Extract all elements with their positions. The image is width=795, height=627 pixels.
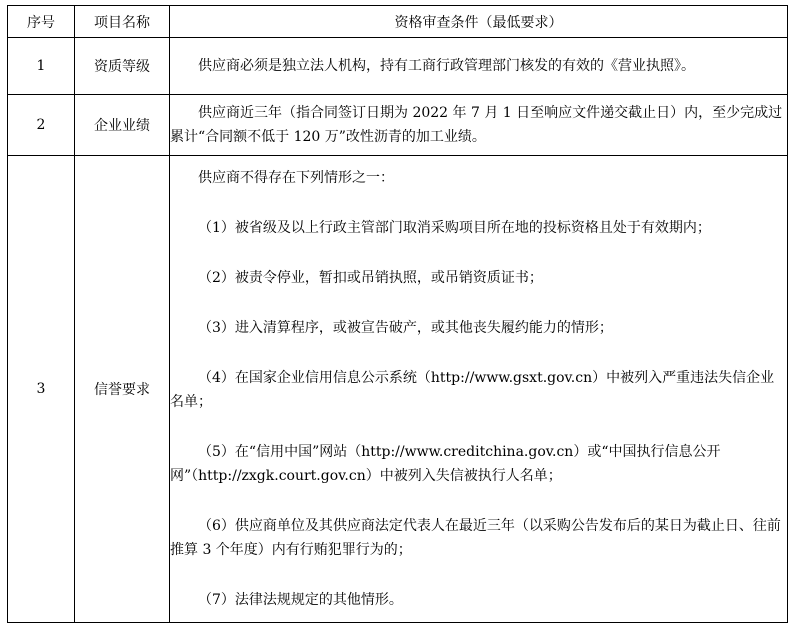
header-no: 序号 [8,6,75,38]
row-condition [170,95,788,156]
qualification-table [7,5,788,623]
condition-item-1: （1）被省级及以上行政主管部门取消采购项目所在地的投标资格且处于有效期内； [198,220,711,236]
row-item: 资质等级 [75,38,170,95]
row-no: 2 [8,95,75,156]
row-no: 3 [8,156,75,623]
table-row [8,156,788,623]
table-row [8,38,788,95]
row-no: 1 [8,38,75,95]
condition-item-4: （4）在国家企业信用信息公示系统（http://www.gsxt.gov.cn）中被列入严重违法失信企业名单； [170,370,775,410]
header-row [8,6,788,38]
table-row [8,95,788,156]
condition-item-5: （5）在“信用中国”网站（http://www.creditchina.gov.cn）或“中国执行信息公开网”（http://zxgk.court.gov.cn）中被列入失信被执行人名单； [170,444,721,484]
condition-intro: 供应商不得存在下列情形之一： [198,170,394,186]
row-item: 信誉要求 [75,156,170,623]
row-condition [170,156,788,623]
header-condition: 资格审查条件（最低要求） [170,6,788,38]
row-condition [170,38,788,95]
condition-item-2: （2）被责令停业，暂扣或吊销执照，或吊销资质证书； [198,270,543,286]
header-item: 项目名称 [75,6,170,38]
condition-item-3: （3）进入清算程序，或被宣告破产，或其他丧失履约能力的情形； [198,320,613,336]
condition-text: 供应商必须是独立法人机构，持有工商行政管理部门核发的有效的《营业执照》。 [198,58,695,74]
condition-item-6: （6）供应商单位及其供应商法定代表人在最近三年（以采购公告发布后的某日为截止日、往前推算 3 个年度）内有行贿犯罪行为的； [170,518,781,558]
condition-text: 供应商近三年（指合同签订日期为 2022 年 7 月 1 日至响应文件递交截止日）内，至少完成过累计“合同额不低于 120 万”改性沥青的加工业绩。 [170,105,783,145]
condition-item-7: （7）法律法规规定的其他情形。 [198,592,403,608]
row-item: 企业业绩 [75,95,170,156]
